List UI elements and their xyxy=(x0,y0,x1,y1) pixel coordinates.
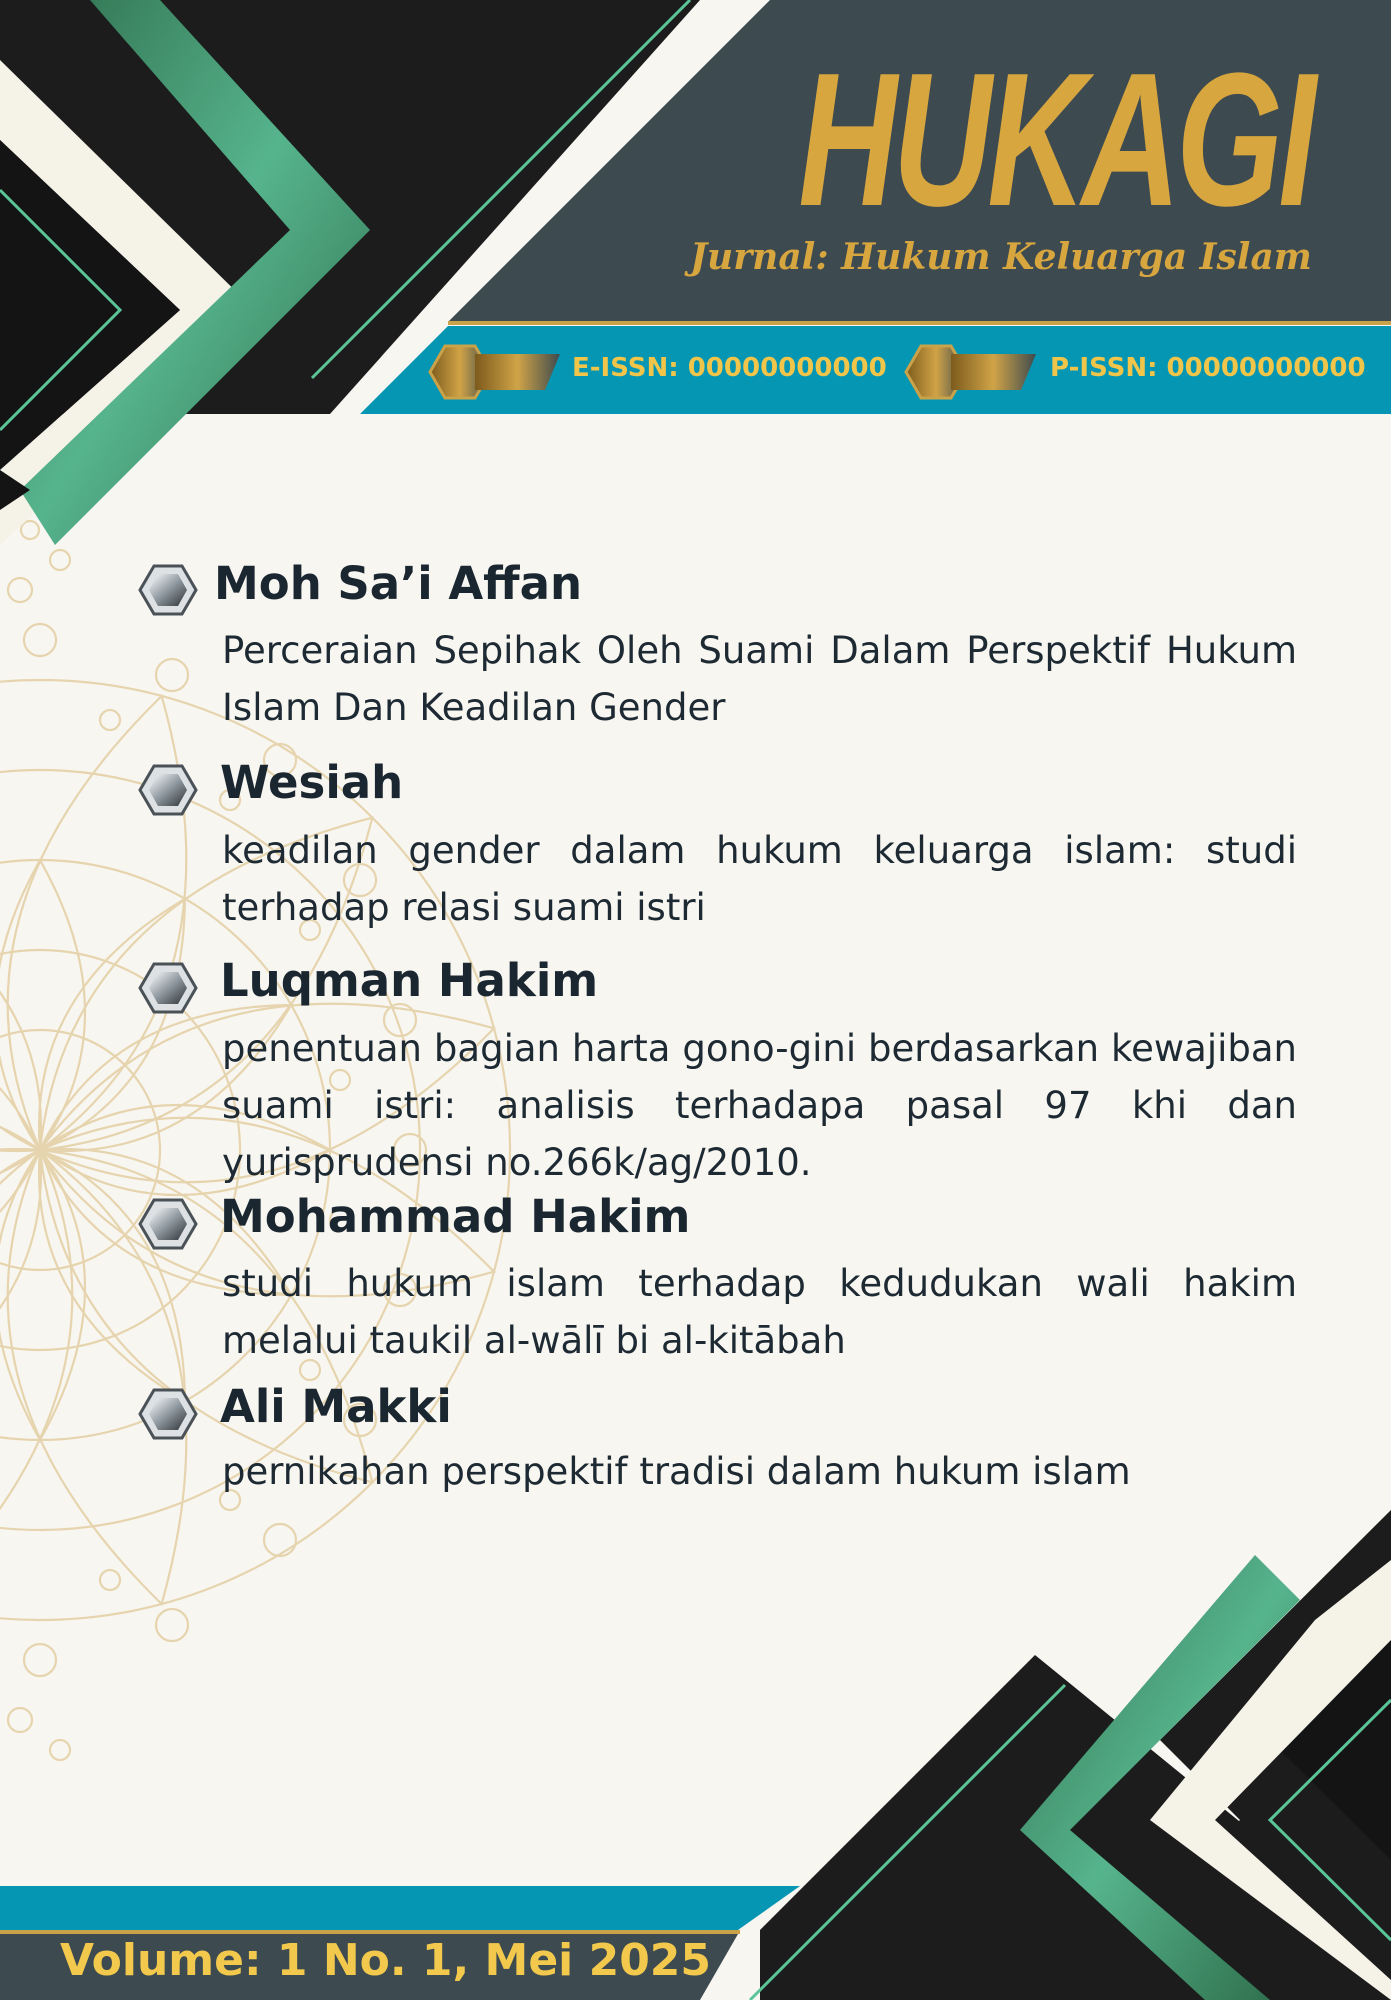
article-title: penentuan bagian harta gono-gini berdasarkan kewajiban suami istri: analisis terhadapa pasal 97 khi dan yurisprudensi no.266k/ag/2010. xyxy=(222,1027,1297,1184)
journal-subtitle: Jurnal: Hukum Keluarga Islam xyxy=(690,236,1312,278)
bullet-hex-icon xyxy=(140,1390,196,1438)
volume-label: Volume: 1 No. 1, Mei 2025 xyxy=(60,1935,712,1986)
article-title: keadilan gender dalam hukum keluarga islam: studi terhadap relasi suami istri xyxy=(222,829,1297,929)
article-author: Mohammad Hakim xyxy=(220,1190,691,1243)
article-title: studi hukum islam terhadap kedudukan wali hakim melalui taukil al-wālī bi al-kitābah xyxy=(222,1262,1297,1362)
bullet-hex-icon xyxy=(140,566,196,614)
article-title: pernikahan perspektif tradisi dalam hukum islam xyxy=(222,1450,1131,1493)
article-author: Luqman Hakim xyxy=(220,954,599,1007)
journal-title: HUKAGI xyxy=(798,34,1313,246)
p-issn-label: P-ISSN: 00000000000 xyxy=(1050,353,1366,383)
bullet-hex-icon xyxy=(140,1200,196,1248)
bullet-hex-icon xyxy=(140,964,196,1012)
footer-band xyxy=(0,1886,800,1930)
article-author: Moh Sa’i Affan xyxy=(214,557,583,610)
e-issn-label: E-ISSN: 00000000000 xyxy=(572,353,887,383)
article-title: Perceraian Sepihak Oleh Suami Dalam Perspektif Hukum Islam Dan Keadilan Gender xyxy=(222,629,1297,729)
article-author: Wesiah xyxy=(220,756,404,809)
bullet-hex-icon xyxy=(140,766,196,814)
article-author: Ali Makki xyxy=(220,1380,452,1433)
